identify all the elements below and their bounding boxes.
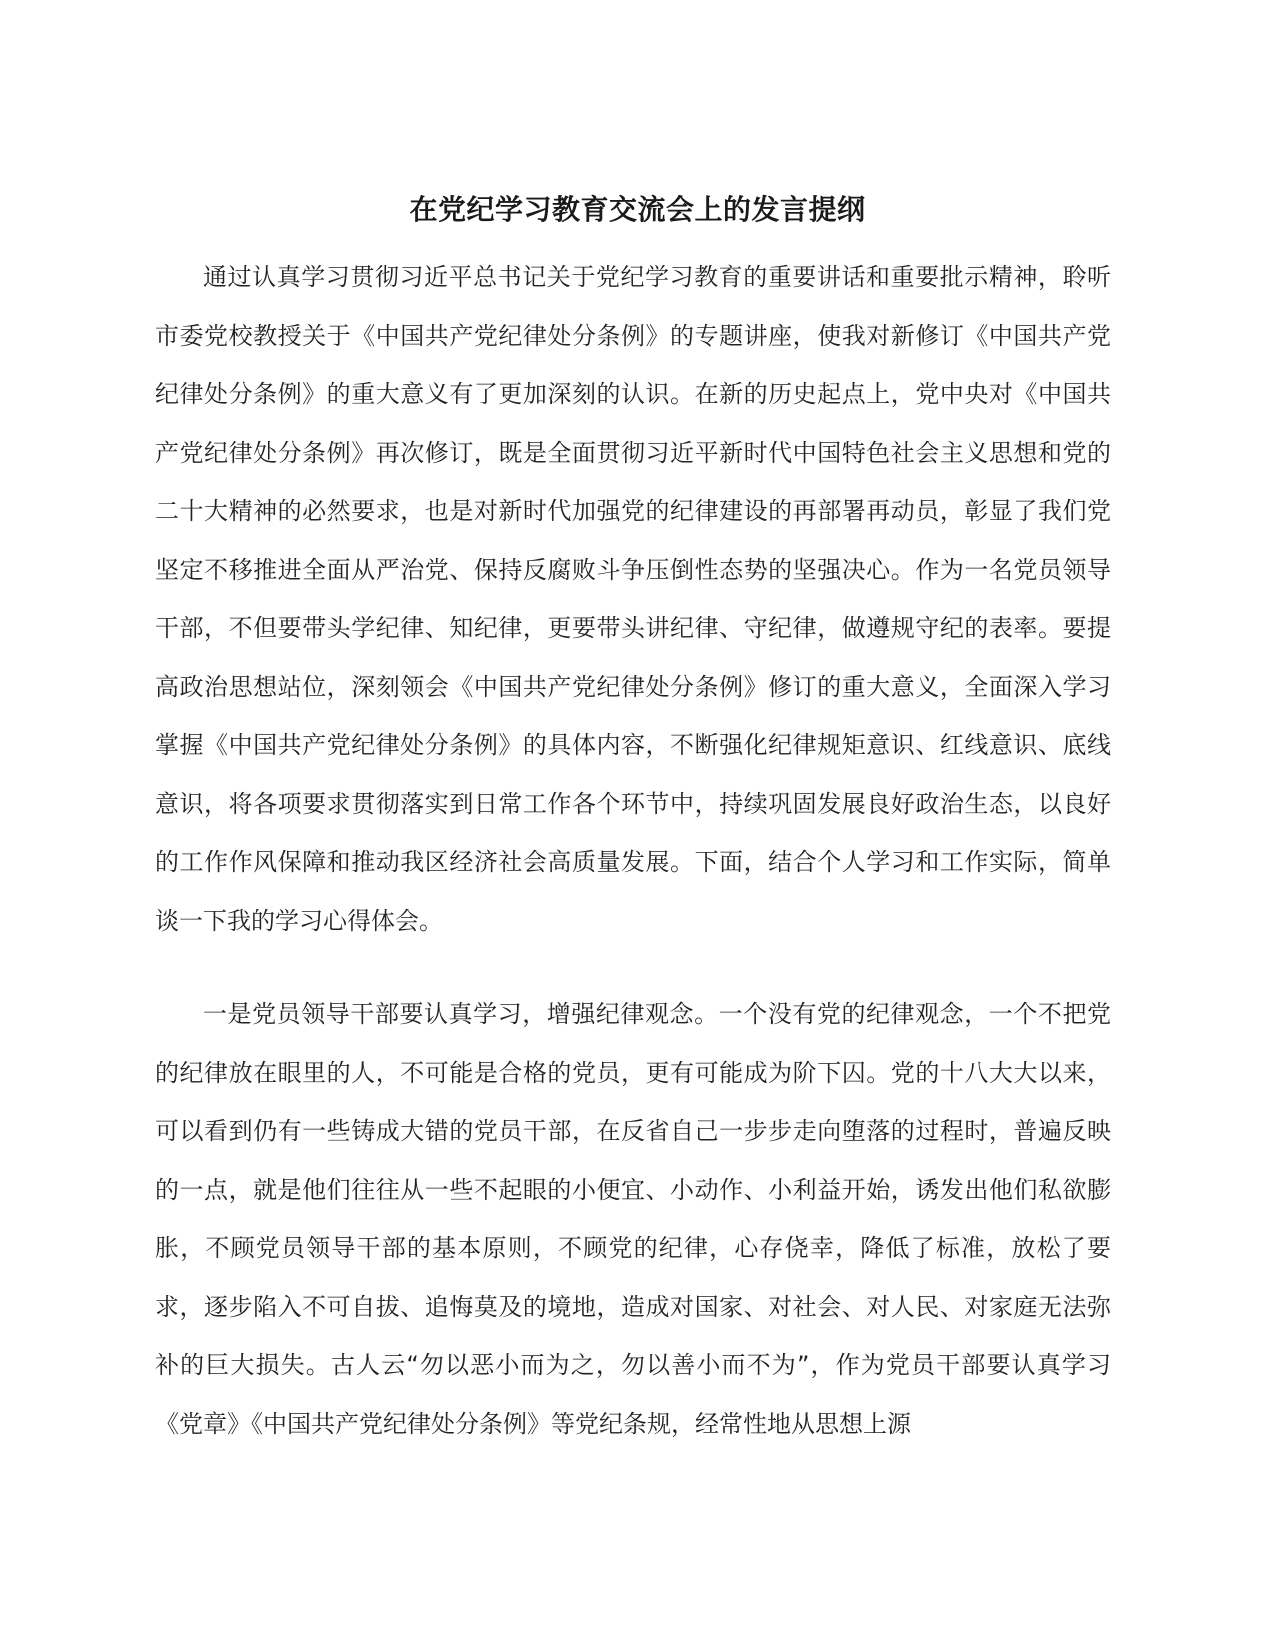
paragraph-intro: 通过认真学习贯彻习近平总书记关于党纪学习教育的重要讲话和重要批示精神，聆听市委党校教授关于《中国共产党纪律处分条例》的专题讲座，使我对新修订《中国共产党纪律处分条例》的重大意义有了更加深刻的认识。在新的历史起点上，党中央对《中国共产党纪律处分条例》再次修订，既是全面贯彻习近平新时代中国特色社会主义思想和党的二十大精神的必然要求，也是对新时代加强党的纪律建设的再部署再动员，彰显了我们党坚定不移推进全面从严治党、保持反腐败斗争压倒性态势的坚强决心。作为一名党员领导干部，不但要带头学纪律、知纪律，更要带头讲纪律、守纪律，做遵规守纪的表率。要提高政治思想站位，深刻领会《中国共产党纪律处分条例》修订的重大意义，全面深入学习掌握《中国共产党纪律处分条例》的具体内容，不断强化纪律规矩意识、红线意识、底线意识，将各项要求贯彻落实到日常工作各个环节中，持续巩固发展良好政治生态，以良好的工作作风保障和推动我区经济社会高质量发展。下面，结合个人学习和工作实际，简单谈一下我的学习心得体会。 (155, 263, 1111, 935)
document-title: 在党纪学习教育交流会上的发言提纲 (409, 193, 866, 226)
paragraph-point-one: 一是党员领导干部要认真学习，增强纪律观念。一个没有党的纪律观念，一个不把党的纪律放在眼里的人，不可能是合格的党员，更有可能成为阶下囚。党的十八大大以来，可以看到仍有一些铸成大错的党员干部，在反省自己一步步走向堕落的过程时，普遍反映的一点，就是他们往往从一些不起眼的小便宜、小动作、小利益开始，诱发出他们私欲膨胀，不顾党员领导干部的基本原则，不顾党的纪律，心存侥幸，降低了标准，放松了要求，逐步陷入不可自拔、追悔莫及的境地，造成对国家、对社会、对人民、对家庭无法弥补的巨大损失。古人云“勿以恶小而为之，勿以善小而不为”，作为党员干部要认真学习《党章》《中国共产党纪律处分条例》等党纪条规，经常性地从思想上源 (155, 1000, 1111, 1438)
